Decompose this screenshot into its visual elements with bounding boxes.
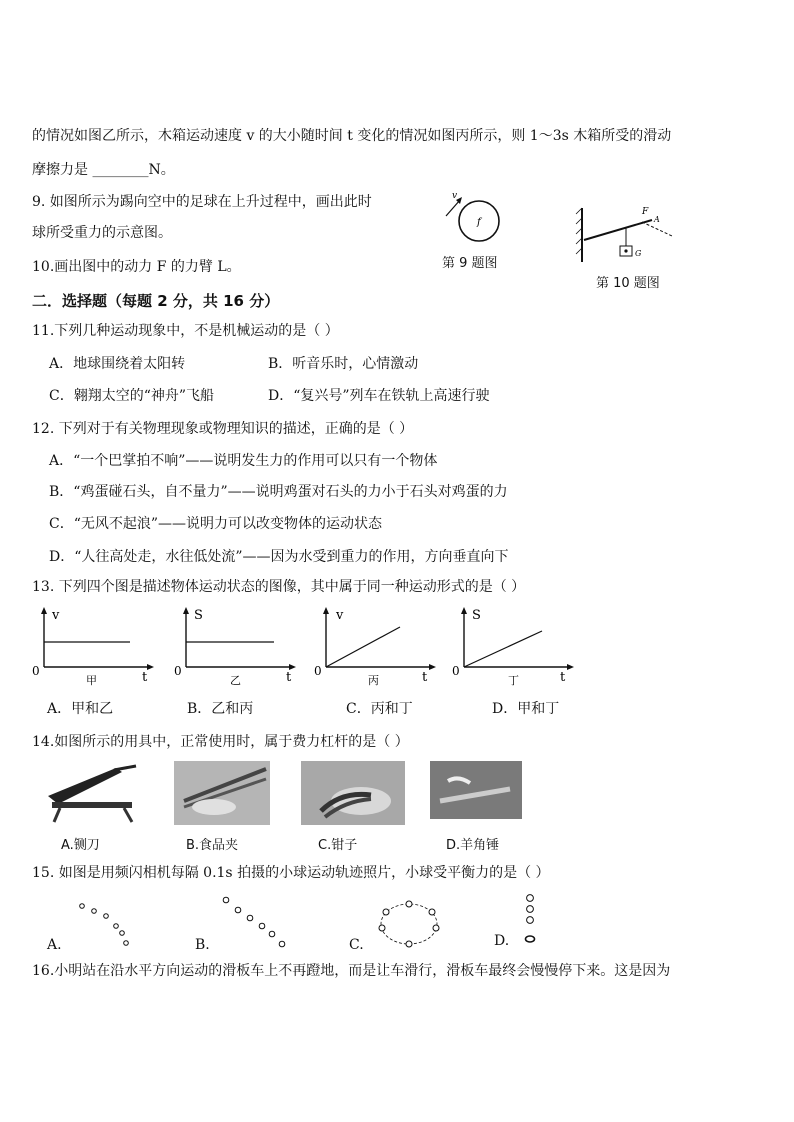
fodder-cutter-image — [44, 764, 148, 824]
q9-line-1: 9. 如图所示为踢向空中的足球在上升过程中，画出此时 — [32, 194, 372, 210]
q12-option-a: A．“一个巴掌拍不响”——说明发生力的作用可以只有一个物体 — [49, 453, 438, 469]
y-axis-label: S — [472, 608, 481, 623]
q12-option-b: B．“鸡蛋碰石头，自不量力”——说明鸡蛋对石头的力小于石头对鸡蛋的力 — [49, 484, 508, 500]
lever-bar — [584, 220, 652, 240]
point-a-label: A — [654, 215, 660, 224]
pliers-photo — [301, 761, 405, 825]
weight-label: G — [635, 249, 642, 258]
velocity-arrow — [446, 200, 460, 216]
q15-text: 15. 如图是用频闪相机每隔 0.1s 拍摄的小球运动轨迹照片，小球受平衡力的是（ ） — [32, 865, 550, 881]
force-line — [642, 222, 672, 236]
q9-line-2: 球所受重力的示意图。 — [32, 225, 172, 241]
q15-trajectory-a — [74, 898, 134, 948]
q12-text: 12. 下列对于有关物理现象或物理知识的描述，正确的是（ ） — [32, 421, 414, 437]
origin-label: 0 — [314, 664, 322, 678]
q11-option-a: A．地球围绕着太阳转 — [49, 356, 186, 372]
q15-trajectory-d — [520, 892, 540, 948]
x-axis-label: t — [286, 670, 292, 685]
intro-line-1: 的情况如图乙所示，木箱运动速度 v 的大小随时间 t 变化的情况如图丙所示，则 1～3s 木箱所受的滑动 — [32, 128, 672, 144]
q9-caption: 第 9 题图 — [442, 256, 498, 271]
q9-football-figure — [440, 192, 510, 248]
origin-label: 0 — [32, 664, 40, 678]
ball-center-label: f — [477, 217, 481, 228]
y-axis-label: v — [52, 608, 60, 623]
graph-line — [326, 627, 400, 667]
q10-text: 10.画出图中的动力 F 的力臂 L。 — [32, 259, 241, 275]
origin-label: 0 — [452, 664, 460, 678]
velocity-label: v — [452, 191, 458, 201]
graph-name: 丁 — [508, 674, 519, 687]
graph-name: 乙 — [230, 674, 241, 687]
q13-option-d: D．甲和丁 — [492, 701, 560, 717]
q10-lever-figure — [572, 202, 672, 262]
q16-text: 16.小明站在沿水平方向运动的滑板车上不再蹬地，而是让车滑行，滑板车最终会慢慢停下来。这是因为 — [32, 963, 671, 979]
graph-name: 甲 — [86, 674, 97, 687]
q14-item-a: A.铡刀 — [61, 838, 100, 853]
section-2-heading: 二．选择题（每题 2 分，共 16 分） — [32, 292, 280, 310]
graph-name: 丙 — [368, 674, 379, 687]
q13-option-b: B．乙和丙 — [187, 701, 254, 717]
q11-option-b: B．听音乐时，心情激动 — [268, 356, 419, 372]
q13-graph-bing — [312, 605, 442, 687]
q14-item-b: B.食品夹 — [186, 838, 239, 853]
q15-option-a: A. — [47, 937, 62, 953]
q15-option-c: C. — [349, 937, 364, 953]
q10-caption: 第 10 题图 — [596, 276, 660, 291]
q11-option-c: C．翱翔太空的“神舟”飞船 — [49, 388, 215, 404]
q15-option-b: B. — [195, 937, 210, 953]
q15-trajectory-c — [374, 896, 444, 952]
q13-option-c: C．丙和丁 — [346, 701, 413, 717]
q12-option-c: C．“无风不起浪”——说明力可以改变物体的运动状态 — [49, 516, 383, 532]
q15-trajectory-b — [220, 894, 290, 954]
q12-option-d: D．“人往高处走，水往低处流”——因为水受到重力的作用，方向垂直向下 — [49, 549, 509, 565]
intro-line-2: 摩擦力是 ________N。 — [32, 162, 175, 178]
x-axis-label: t — [422, 670, 428, 685]
q11-text: 11.下列几种运动现象中，不是机械运动的是（ ） — [32, 323, 339, 339]
q15-option-d: D. — [494, 933, 510, 949]
origin-label: 0 — [174, 664, 182, 678]
x-axis-label: t — [142, 670, 148, 685]
y-axis-label: S — [194, 608, 203, 623]
q14-item-c: C.钳子 — [318, 838, 358, 853]
q13-text: 13. 下列四个图是描述物体运动状态的图像，其中属于同一种运动形式的是（ ） — [32, 579, 526, 595]
q13-graph-jia — [30, 605, 160, 687]
q13-graph-yi — [172, 605, 302, 687]
graph-line — [464, 631, 542, 667]
force-label: F — [642, 207, 649, 217]
q14-item-d: D.羊角锤 — [446, 838, 500, 853]
x-axis-label: t — [560, 670, 566, 685]
q14-text: 14.如图所示的用具中，正常使用时，属于费力杠杆的是（ ） — [32, 734, 409, 750]
claw-hammer-photo — [430, 761, 522, 819]
q13-graph-ding — [450, 605, 580, 687]
q13-option-a: A．甲和乙 — [47, 701, 114, 717]
y-axis-label: v — [336, 608, 344, 623]
food-tongs-photo — [174, 761, 270, 825]
q11-option-d: D．“复兴号”列车在铁轨上高速行驶 — [268, 388, 490, 404]
